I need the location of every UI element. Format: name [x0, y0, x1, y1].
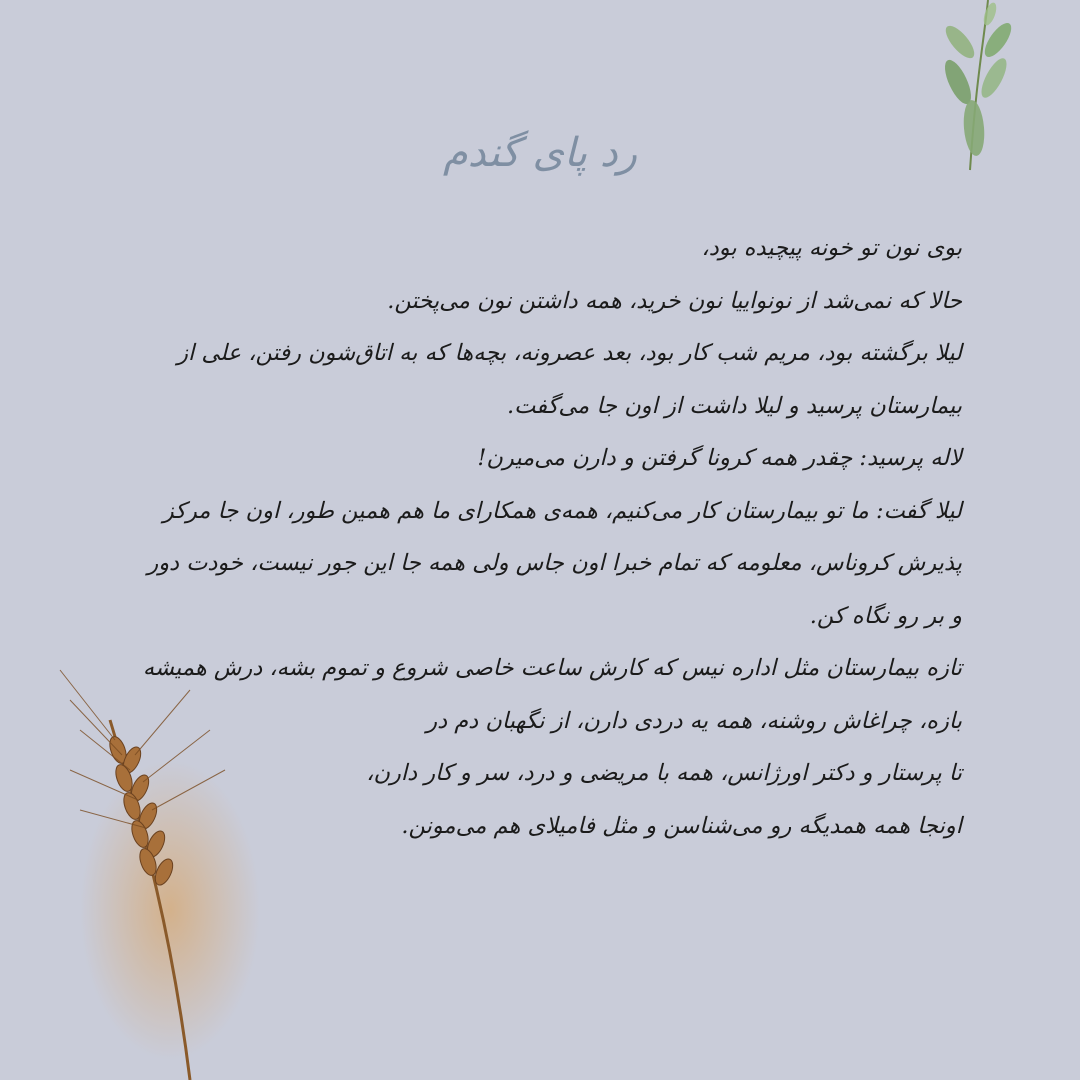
paragraph: بوی نون تو خونه پیچیده بود،: [701, 235, 962, 261]
paragraph: اونجا همه همدیگه رو می‌شناسن و مثل فامیلای هم می‌مونن.: [401, 812, 962, 839]
paragraph: حالا که نمی‌شد از نونواییا نون خرید، همه داشتن نون می‌پختن.: [387, 287, 962, 314]
paragraph: تازه بیمارستان مثل اداره نیس که کارش ساعت خاصی شروع و تموم بشه، درش همیشه بازه، چراغاش روشنه، همه یه دردی دارن، از نگهبان دم در: [142, 655, 962, 734]
leaf-branch-icon: [930, 0, 1020, 180]
wheat-stalk-icon: [40, 660, 280, 1080]
paragraph: تا پرستار و دکتر اورژانس، همه با مریضی و درد، سر و کار دارن،: [366, 760, 962, 786]
paragraph: لیلا گفت: ما تو بیمارستان کار می‌کنیم، همه‌ی همکارای ما هم همین طور، اون جا مرکز پذیرش کروناس، معلومه که تمام خبرا اون جاس ولی همه جا این جور نیست، خودت دور و بر رو نگاه کن.: [147, 497, 962, 629]
page-title: رد پای گندم: [442, 130, 638, 176]
paragraph: لیلا برگشته بود، مریم شب کار بود، بعد عصرونه، بچه‌ها که به اتاق‌شون رفتن، علی از بیمارستان پرسید و لیلا داشت از اون جا می‌گفت.: [177, 340, 962, 419]
paragraph: لاله پرسید: چقدر همه کرونا گرفتن و دارن می‌میرن!: [477, 445, 962, 471]
